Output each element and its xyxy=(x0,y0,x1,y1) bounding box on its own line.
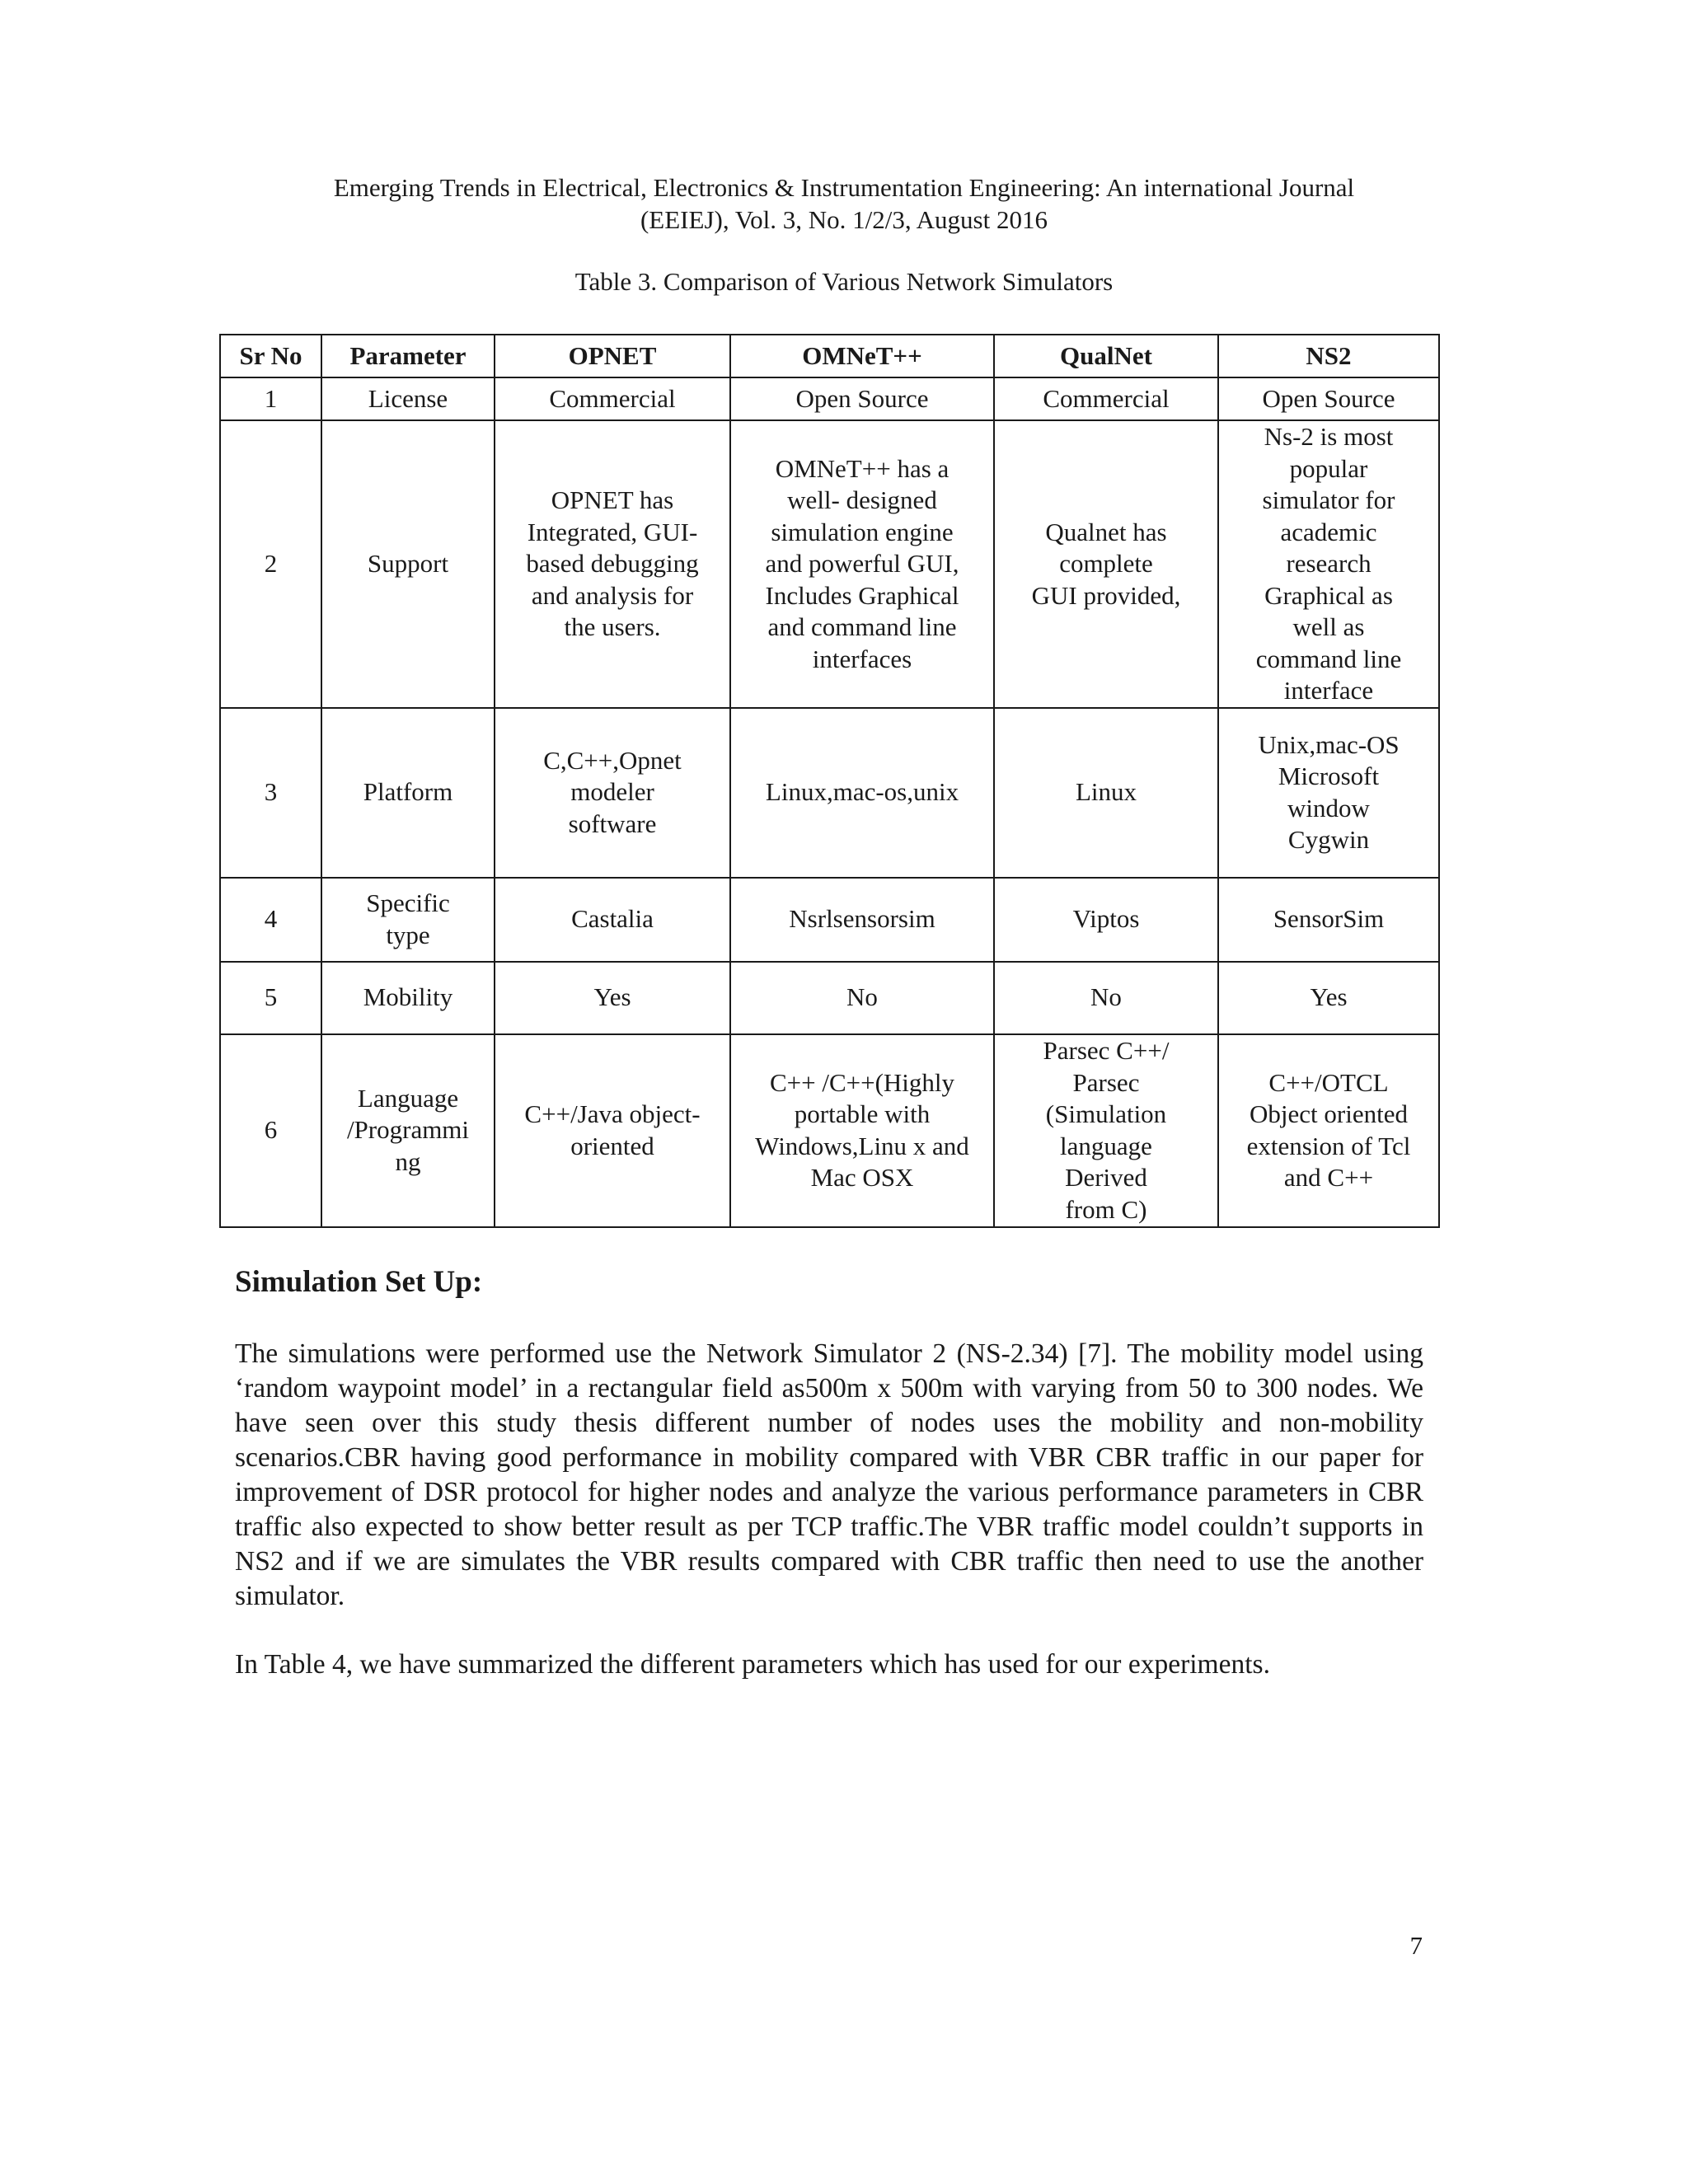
cell-qualnet: Commercial xyxy=(994,377,1218,420)
table-row xyxy=(220,377,1439,420)
journal-header xyxy=(0,171,1688,236)
header-ns2: NS2 xyxy=(1218,335,1439,377)
header-qualnet: QualNet xyxy=(994,335,1218,377)
cell-omnetpp: Linux,mac-os,unix xyxy=(730,708,994,878)
section-heading: Simulation Set Up: xyxy=(235,1265,483,1299)
body-paragraph-simulation: The simulations were performed use the Network Simulator 2 (NS-2.34) [7]. The mobility model using ‘random waypoint model’ in a rectangular field as500m x 500m with varying from 50 to 300 nodes. We have seen over this study thesis different number of nodes uses the mobility and non-mobility scenarios.CBR having good performance in mobility compared with VBR CBR traffic in our paper for improvement of DSR protocol for higher nodes and analyze the various performance parameters in CBR traffic also expected to show better result as per TCP traffic.The VBR traffic model couldn’t supports in NS2 and if we are simulates the VBR results compared with CBR traffic then need to use the another simulator. xyxy=(235,1338,1423,1611)
cell-parameter: Mobility xyxy=(321,962,495,1034)
journal-header-line-1: Emerging Trends in Electrical, Electronics & Instrumentation Engineering: An international Journal xyxy=(333,173,1355,202)
cell-omnetpp: OMNeT++ has a well- designed simulation engine and powerful GUI, Includes Graphical and command line interfaces xyxy=(730,420,994,708)
simulator-comparison-table xyxy=(219,334,1440,1228)
cell-parameter: License xyxy=(321,377,495,420)
cell-qualnet: No xyxy=(994,962,1218,1034)
cell-qualnet: Linux xyxy=(994,708,1218,878)
header-parameter: Parameter xyxy=(321,335,495,377)
cell-omnetpp: Open Source xyxy=(730,377,994,420)
cell-sr-no: 5 xyxy=(220,962,321,1034)
cell-sr-no: 4 xyxy=(220,878,321,962)
cell-sr-no: 3 xyxy=(220,708,321,878)
cell-ns2: Open Source xyxy=(1218,377,1439,420)
page-number: 7 xyxy=(1409,1931,1423,1960)
journal-header-line-2: (EEIEJ), Vol. 3, No. 1/2/3, August 2016 xyxy=(640,205,1048,234)
header-opnet: OPNET xyxy=(495,335,730,377)
cell-parameter: Support xyxy=(321,420,495,708)
cell-opnet: Commercial xyxy=(495,377,730,420)
cell-omnetpp: Nsrlsensorsim xyxy=(730,878,994,962)
cell-ns2: Yes xyxy=(1218,962,1439,1034)
table-row xyxy=(220,708,1439,878)
cell-opnet: C,C++,Opnet modeler software xyxy=(495,708,730,878)
cell-omnetpp: C++ /C++(Highly portable with Windows,Linu x and Mac OSX xyxy=(730,1034,994,1227)
cell-qualnet: Parsec C++/ Parsec (Simulation language Derived from C) xyxy=(994,1034,1218,1227)
cell-ns2: SensorSim xyxy=(1218,878,1439,962)
cell-parameter: Language /Programmi ng xyxy=(321,1034,495,1227)
cell-omnetpp: No xyxy=(730,962,994,1034)
cell-opnet: Castalia xyxy=(495,878,730,962)
cell-parameter: Specific type xyxy=(321,878,495,962)
cell-sr-no: 1 xyxy=(220,377,321,420)
cell-ns2: C++/OTCL Object oriented extension of Tcl and C++ xyxy=(1218,1034,1439,1227)
cell-qualnet: Viptos xyxy=(994,878,1218,962)
cell-qualnet: Qualnet has complete GUI provided, xyxy=(994,420,1218,708)
header-sr-no: Sr No xyxy=(220,335,321,377)
cell-ns2: Ns-2 is most popular simulator for academic research Graphical as well as command line interface xyxy=(1218,420,1439,708)
cell-sr-no: 6 xyxy=(220,1034,321,1227)
cell-opnet: OPNET has Integrated, GUI- based debugging and analysis for the users. xyxy=(495,420,730,708)
table-header-row xyxy=(220,335,1439,377)
table-row xyxy=(220,962,1439,1034)
body-paragraph-table-reference: In Table 4, we have summarized the different parameters which has used for our experiments. xyxy=(235,1649,1270,1680)
cell-sr-no: 2 xyxy=(220,420,321,708)
header-omnetpp: OMNeT++ xyxy=(730,335,994,377)
cell-opnet: C++/Java object- oriented xyxy=(495,1034,730,1227)
cell-ns2: Unix,mac-OS Microsoft window Cygwin xyxy=(1218,708,1439,878)
cell-parameter: Platform xyxy=(321,708,495,878)
table-row xyxy=(220,420,1439,708)
table-caption: Table 3. Comparison of Various Network Simulators xyxy=(574,267,1114,296)
cell-opnet: Yes xyxy=(495,962,730,1034)
table-row xyxy=(220,878,1439,962)
table-row xyxy=(220,1034,1439,1227)
